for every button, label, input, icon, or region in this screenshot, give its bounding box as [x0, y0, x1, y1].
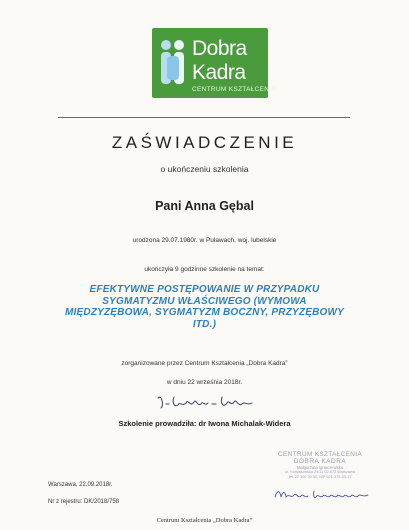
director-signature: [272, 487, 372, 501]
completion-statement: ukończyła 9 godzinne szkolenie na temat:: [144, 266, 265, 273]
registry-number: Nr z rejestru: DK/2018/758: [48, 499, 120, 505]
instructor-line: Szkolenie prowadziła: dr Iwona Michalak-Widera: [118, 419, 291, 428]
logo-text-line2: Kadra: [192, 61, 246, 84]
recipient-name: Pani Anna Gębal: [155, 199, 254, 213]
stamp-line-3: Małgorzata Ignaczewska: [296, 465, 344, 470]
stamp-line-1: CENTRUM KSZTAŁCENIA: [278, 451, 362, 458]
logo-subtitle: CENTRUM KSZTAŁCENIA: [192, 86, 276, 93]
certificate-subtitle: o ukończeniu szkolenia: [160, 164, 249, 174]
birth-details: urodzona 29.07.1980r. w Puławach, woj. lubelskie: [132, 237, 277, 244]
certificate-title: ZAŚWIADCZENIE: [111, 133, 298, 152]
organizer-statement: zorganizowane przez Centrum Kształcenia „Dobra Kadra”: [121, 360, 288, 367]
course-topic: EFEKTYWNE POSTĘPOWANIE W PRZYPADKU SYGMATYZMU WŁAŚCIWEGO (WYMOWA MIĘDZYZĘBOWA, SYGMATYZM BOCZNY, PRZYZĘBOWY ITD.): [65, 284, 344, 330]
place-and-date: Warszawa, 22.09.2018r.: [48, 482, 113, 488]
instructor-signature: [152, 392, 262, 412]
people-logo-icon: [158, 36, 188, 90]
footer-organization: Centrum Kształcenia „Dobra Kadra”: [156, 517, 253, 524]
header-divider: [58, 117, 350, 118]
stamp-line-4: ul. Korsadowska 24/11 02-672 Warszawa: [285, 470, 355, 474]
dobra-kadra-logo: [152, 28, 276, 98]
organization-stamp: [270, 451, 370, 491]
logo-text-line1: Dobra: [192, 37, 247, 60]
training-date: w dniu 22 września 2018r.: [166, 379, 243, 386]
stamp-line-5: tel. 22 100 30 30, NIP 521-376-33-17: [288, 474, 352, 479]
stamp-line-2: DOBRA KADRA: [293, 458, 347, 465]
